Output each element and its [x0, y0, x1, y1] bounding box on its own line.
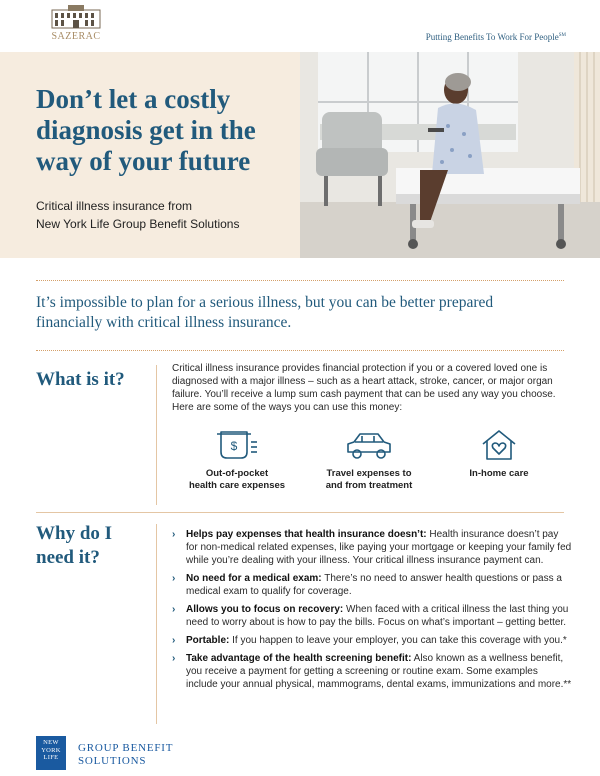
- hero-subtitle-line1: Critical illness insurance from: [36, 199, 193, 213]
- chevron-right-icon: ›: [172, 604, 176, 615]
- use-item-travel: [304, 428, 434, 492]
- bullet-title: Helps pay expenses that health insurance doesn’t:: [186, 529, 427, 540]
- new-york-life-logo: [36, 736, 66, 770]
- list-item: [172, 652, 572, 691]
- hero-title: Don’t let a costly diagnosis get in the way of your future: [36, 84, 256, 176]
- hero-subtitle-line2: New York Life Group Benefit Solutions: [36, 217, 240, 231]
- list-item: [172, 528, 572, 567]
- use-label-1-line2: health care expenses: [188, 480, 286, 491]
- sazerac-logo: [44, 4, 108, 46]
- brand-line2: SOLUTIONS: [78, 755, 147, 767]
- what-body: Critical illness insurance provides financial protection if you or a covered loved one is diagnosed with a major illness – such as a heart attack, stroke, cancer, or major organ failure. You’ll receive a lump sum cash payment that can be used any way you choose. Here are some of the ways you can use this money:: [172, 363, 556, 413]
- what-heading: What is it?: [36, 369, 125, 390]
- why-heading: [36, 522, 112, 570]
- divider-dotted: [36, 350, 564, 351]
- vertical-rule: [156, 524, 157, 724]
- hospital-patient-photo: [300, 52, 600, 258]
- logo-line2: YORK: [41, 746, 61, 754]
- bullet-title: Allows you to focus on recovery:: [186, 604, 344, 615]
- bullet-text: When faced with a critical illness the last thing you need to worry about is how to pay the bills. Focus on what’s important – getting better.: [186, 604, 569, 628]
- use-item-in-home-care: [434, 428, 564, 480]
- building-logo-icon: [44, 4, 108, 30]
- list-item: [172, 572, 572, 598]
- list-item: [172, 634, 572, 647]
- bullet-title: Portable:: [186, 635, 230, 646]
- use-label-1-line1: Out-of-pocket: [205, 468, 269, 479]
- divider-solid: [36, 512, 564, 513]
- use-label-2: [304, 468, 434, 492]
- tagline-text: Putting Benefits To Work For People: [425, 32, 559, 42]
- logo-line3: LIFE: [43, 754, 59, 761]
- chevron-right-icon: ›: [172, 635, 176, 646]
- brand-line1: GROUP BENEFIT: [78, 742, 174, 754]
- divider-dotted: [36, 280, 564, 281]
- footer-brand: [78, 742, 173, 768]
- use-label-3: In-home care: [469, 468, 529, 479]
- home-heart-icon: [479, 428, 519, 462]
- money-uses: [172, 428, 572, 500]
- tagline: [426, 32, 566, 42]
- chevron-right-icon: ›: [172, 529, 176, 540]
- why-heading-line1: Why do I: [36, 523, 113, 544]
- bullet-text: Also known as a wellness benefit, you receive a payment for getting a screening or routine exam. Some examples include your annual physical, mammograms, dental exams, immunizations and more.**: [186, 653, 572, 690]
- header: [0, 0, 600, 52]
- logo-line1: NEW: [43, 739, 59, 746]
- car-icon: [344, 428, 394, 462]
- use-label-2-line2: and from treatment: [325, 480, 413, 491]
- why-heading-line2: need it?: [36, 547, 100, 568]
- service-mark: SM: [558, 33, 566, 38]
- use-label-1: [172, 468, 302, 492]
- bullet-title: Take advantage of the health screening benefit:: [186, 653, 412, 664]
- bullet-text: Health insurance doesn’t pay for non-medical related expenses, like paying your mortgage or keeping your family fed while you’re dealing with your illness. Your critical illness insurance payment can.: [186, 529, 572, 566]
- intro-text: It’s impossible to plan for a serious illness, but you can be better prepared financially with critical illness insurance.: [36, 294, 494, 331]
- svg-text:$: $: [230, 439, 238, 453]
- use-label-2-line1: Travel expenses to: [326, 468, 412, 479]
- list-item: [172, 603, 572, 629]
- bullet-title: No need for a medical exam:: [186, 573, 322, 584]
- hero-banner: [0, 52, 600, 258]
- hero-subtitle: [36, 197, 296, 233]
- vertical-rule: [156, 365, 157, 505]
- chevron-right-icon: ›: [172, 573, 176, 584]
- chevron-right-icon: ›: [172, 653, 176, 664]
- benefit-list: [172, 528, 572, 696]
- logo-text: SAZERAC: [51, 31, 101, 42]
- bullet-text: There’s no need to answer health questions or pass a medical exam to qualify for coverage.: [186, 573, 562, 597]
- money-hand-icon: [215, 428, 259, 462]
- bullet-text: If you happen to leave your employer, you can take this coverage with you.*: [229, 635, 567, 646]
- use-item-health-care: [172, 428, 302, 492]
